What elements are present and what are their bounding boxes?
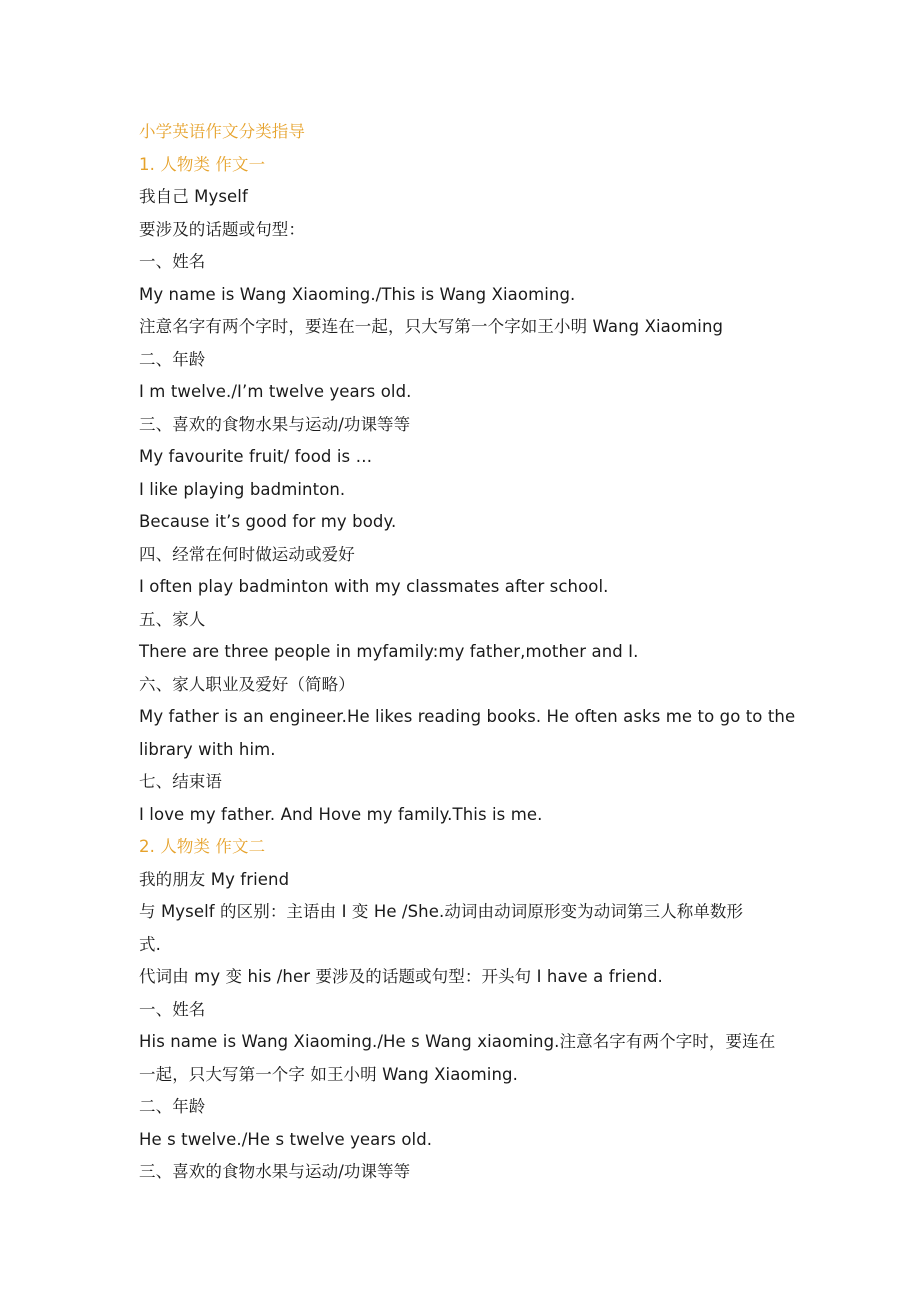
text-line: My father is an engineer.He likes reading books. He often asks me to go to the: [139, 707, 796, 726]
section-heading-1: 1. 人物类 作文一: [139, 154, 266, 174]
text-line: Because it’s good for my body.: [139, 512, 397, 531]
text-line: I like playing badminton.: [139, 479, 346, 499]
document-body: [139, 116, 796, 1189]
document-title: 小学英语作文分类指导: [139, 122, 305, 141]
text-line: 我自己 Myself: [139, 187, 248, 206]
text-line: 一起，只大写第一个字 如王小明 Wang Xiaoming.: [139, 1064, 518, 1084]
section-heading-2: 2. 人物类 作文二: [139, 837, 266, 856]
text-line: 四、经常在何时做运动或爱好: [139, 544, 355, 564]
text-line: library with him.: [139, 739, 276, 759]
text-line: 五、家人: [139, 609, 206, 629]
text-line: I often play badminton with my classmates after school.: [139, 577, 609, 596]
text-line: I love my father. And Hove my family.This is me.: [139, 804, 543, 824]
text-line: He s twelve./He s twelve years old.: [139, 1129, 433, 1149]
text-line: 二、年龄: [139, 349, 206, 369]
text-line: 代词由 my 变 his /her 要涉及的话题或句型：开头句 I have a friend.: [139, 967, 663, 986]
text-line: My favourite fruit/ food is …: [139, 447, 373, 466]
text-line: 二、年龄: [139, 1097, 206, 1116]
text-line: 与 Myself 的区别：主语由 I 变 He /She.动词由动词原形变为动词第三人称单数形: [139, 902, 744, 921]
text-line: 三、喜欢的食物水果与运动/功课等等: [139, 1162, 411, 1181]
text-line: 我的朋友 My friend: [139, 869, 290, 889]
text-line: His name is Wang Xiaoming./He s Wang xiaoming.注意名字有两个字时，要连在: [139, 1032, 776, 1051]
text-line: My name is Wang Xiaoming./This is Wang Xiaoming.: [139, 284, 576, 304]
text-line: 一、姓名: [139, 252, 206, 271]
text-line: 注意名字有两个字时，要连在一起，只大写第一个字如王小明 Wang Xiaoming: [139, 317, 724, 336]
text-line: 六、家人职业及爱好（简略）: [139, 674, 355, 694]
text-line: 式.: [139, 934, 161, 954]
text-line: 七、结束语: [139, 772, 222, 791]
text-line: I m twelve./I’m twelve years old.: [139, 382, 412, 401]
text-line: There are three people in myfamily:my father,mother and I.: [139, 642, 639, 661]
text-line: 三、喜欢的食物水果与运动/功课等等: [139, 414, 411, 434]
text-line: 一、姓名: [139, 999, 206, 1019]
text-line: 要涉及的话题或句型：: [139, 219, 305, 239]
